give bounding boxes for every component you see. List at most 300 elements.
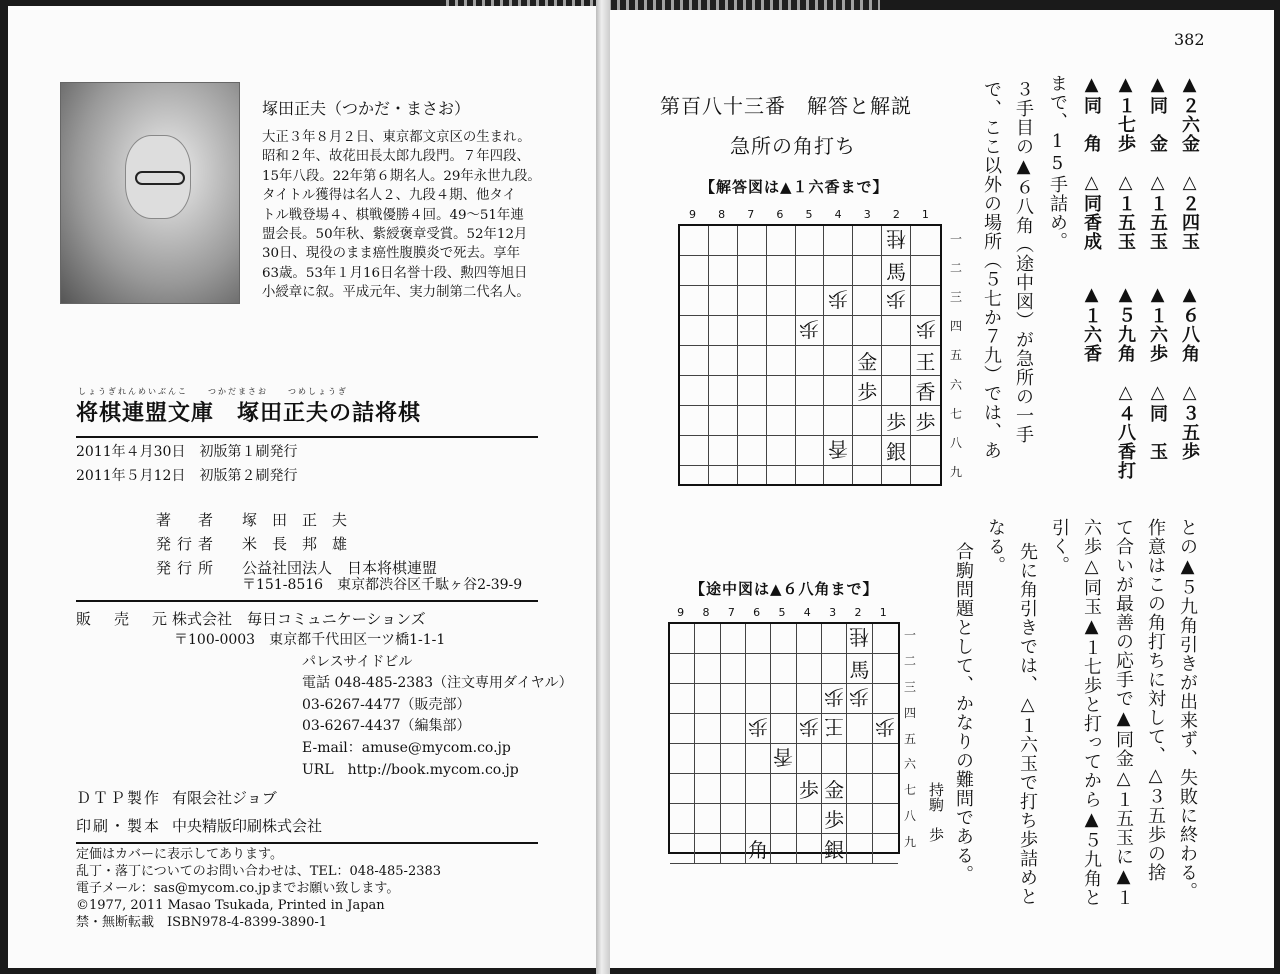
board-square xyxy=(847,624,872,654)
sente-piece: 馬 xyxy=(849,658,870,682)
gote-piece: 歩 xyxy=(799,317,820,341)
column-label: 9 xyxy=(689,208,697,221)
board-square xyxy=(767,286,796,316)
board-square xyxy=(882,286,911,316)
problem-subtitle: 急所の角打ち xyxy=(730,134,856,158)
commentary-line: 先に角引きでは、△１六玉で打ち歩詰めと xyxy=(1017,542,1038,906)
board-square xyxy=(771,654,796,684)
column-label: 2 xyxy=(892,208,900,221)
credit-key: 著 者 xyxy=(156,511,220,529)
footer-rule xyxy=(76,842,538,844)
board-square xyxy=(767,256,796,286)
board-square xyxy=(911,406,940,436)
column-label: 6 xyxy=(776,208,784,221)
seller-line: 03-6267-4437（編集部） xyxy=(302,718,471,735)
board-square xyxy=(738,286,767,316)
credit-key: 発行者 xyxy=(156,535,220,553)
board-square xyxy=(797,654,822,684)
board-square xyxy=(746,714,771,744)
board-square xyxy=(738,346,767,376)
column-label: 1 xyxy=(879,606,887,619)
board-square xyxy=(738,376,767,406)
row-label: 八 xyxy=(904,808,917,823)
board-square xyxy=(721,714,746,744)
row-label: 二 xyxy=(904,654,917,669)
sente-piece: 歩 xyxy=(915,410,936,434)
board-square xyxy=(709,406,738,436)
board-square xyxy=(670,834,695,864)
board-square xyxy=(873,624,898,654)
title-ruby: しょうぎれんめいぶんこ つかだまさお つめしょうぎ xyxy=(78,387,348,396)
credit-value: 米 長 邦 雄 xyxy=(242,535,348,553)
book-gutter xyxy=(596,0,610,974)
board-square xyxy=(796,466,825,484)
gote-piece: 王 xyxy=(824,715,845,739)
board-square xyxy=(882,376,911,406)
production-key: ＤＴＰ製作 xyxy=(76,789,162,807)
row-label: 六 xyxy=(904,757,917,772)
seller-details xyxy=(174,630,573,781)
board-square xyxy=(738,256,767,286)
gote-piece: 歩 xyxy=(828,287,849,311)
column-label: 3 xyxy=(863,208,871,221)
board-square xyxy=(721,654,746,684)
board-square xyxy=(771,624,796,654)
board-square xyxy=(853,466,882,484)
seller-line: 〒100-0003 東京都千代田区一ツ橋1-1-1 xyxy=(174,632,446,648)
board-square xyxy=(767,436,796,466)
sente-piece: 馬 xyxy=(886,260,907,284)
column-label: 5 xyxy=(805,208,813,221)
credit-value: 塚 田 正 夫 xyxy=(242,511,348,529)
board-square xyxy=(695,684,720,714)
bio-line: 15年八段。22年第６期名人。29年永世九段。 xyxy=(262,168,541,184)
gote-piece: 歩 xyxy=(748,715,769,739)
board-square xyxy=(709,346,738,376)
board-square xyxy=(746,744,771,774)
book-title: 将棋連盟文庫 塚田正夫の詰将棋 xyxy=(76,400,422,426)
author-glasses xyxy=(135,171,185,185)
board-square xyxy=(824,376,853,406)
gote-piece: 歩 xyxy=(849,685,870,709)
board-square xyxy=(882,346,911,376)
commentary-line: との▲５九角引きが出来ず、失敗に終わる。 xyxy=(1177,518,1198,901)
row-label: 五 xyxy=(950,348,963,363)
bio-line: 30日、現役のまま癌性腹膜炎で死去。享年 xyxy=(262,246,521,262)
board-square xyxy=(695,804,720,834)
production-row xyxy=(76,812,322,840)
board-square xyxy=(771,774,796,804)
production-value: 中央精版印刷株式会社 xyxy=(172,817,323,835)
board-square xyxy=(873,684,898,714)
column-labels xyxy=(668,606,896,619)
board-square xyxy=(873,744,898,774)
board-square xyxy=(695,654,720,684)
board-square xyxy=(882,316,911,346)
seller-line: 03-6267-4477（販売部） xyxy=(302,696,471,713)
move-column: ▲同 金 △１五玉 xyxy=(1147,74,1168,251)
row-labels xyxy=(950,224,962,486)
board-square xyxy=(797,834,822,864)
board-square xyxy=(721,774,746,804)
board-square xyxy=(721,744,746,774)
author-name: 塚田正夫（つかだ・まさお） xyxy=(262,99,471,118)
board-square xyxy=(873,774,898,804)
bio-line: 63歳。53年１月16日名誉十段、勲四等旭日 xyxy=(262,265,528,281)
board-square xyxy=(680,286,709,316)
row-label: 三 xyxy=(904,679,917,694)
board-square xyxy=(822,624,847,654)
board-square xyxy=(911,256,940,286)
diagram-caption: 【途中図は▲６八角まで】 xyxy=(690,580,879,598)
board-square xyxy=(767,226,796,256)
board-square xyxy=(797,714,822,744)
board-square xyxy=(882,466,911,484)
bio-line: 昭和２年、故花田長太郎九段門。７年四段、 xyxy=(262,149,530,165)
board-square xyxy=(882,406,911,436)
footer-line: 禁・無断転載 ISBN978-4-8399-3890-1 xyxy=(76,915,328,930)
board-square xyxy=(882,436,911,466)
seller-line: E-mail：amuse@mycom.co.jp xyxy=(302,739,511,756)
credits xyxy=(156,508,437,580)
board-square xyxy=(824,436,853,466)
sente-piece: 歩 xyxy=(886,410,907,434)
commentary-line: て合いが最善の応手で▲同金△１五玉に▲１ xyxy=(1113,518,1134,907)
publisher-address: 〒151-8516 東京都渋谷区千駄ヶ谷2-39-9 xyxy=(242,577,523,593)
row-label: 三 xyxy=(950,290,963,305)
column-label: 9 xyxy=(677,606,685,619)
bio-line: タイトル獲得は名人２、九段４期、他タイ xyxy=(262,188,516,204)
board-square xyxy=(796,316,825,346)
move-column: ▲１七歩 △１五玉 xyxy=(1115,74,1136,251)
gote-piece: 歩 xyxy=(915,317,936,341)
board-square xyxy=(822,744,847,774)
board-square xyxy=(853,436,882,466)
board-square xyxy=(822,834,847,864)
production-block xyxy=(76,784,322,840)
board-square xyxy=(853,316,882,346)
gote-piece: 歩 xyxy=(824,685,845,709)
board-square xyxy=(709,376,738,406)
column-label: 7 xyxy=(747,208,755,221)
board-square xyxy=(822,654,847,684)
row-label: 七 xyxy=(950,406,963,421)
edition-line: 2011年５月12日 初版第２刷発行 xyxy=(76,468,298,484)
board-square xyxy=(822,804,847,834)
board-square xyxy=(680,376,709,406)
board-square xyxy=(824,226,853,256)
column-label: 5 xyxy=(778,606,786,619)
seller-row xyxy=(76,608,426,630)
board-square xyxy=(767,346,796,376)
board-square xyxy=(746,654,771,684)
commentary-line: 六歩△同玉▲１七歩と打ってから▲５九角と xyxy=(1081,518,1102,907)
production-row xyxy=(76,784,322,812)
credit-row xyxy=(156,508,437,532)
move-column-2: ▲５九角 △４八香打 xyxy=(1115,284,1136,480)
board-square xyxy=(680,226,709,256)
board-square xyxy=(797,744,822,774)
board-square xyxy=(847,774,872,804)
board-square xyxy=(853,256,882,286)
author-biography xyxy=(262,128,562,303)
board-square xyxy=(680,406,709,436)
bio-line: 大正３年８月２日、東京都文京区の生まれ。 xyxy=(262,130,531,145)
board-square xyxy=(911,346,940,376)
board-square xyxy=(873,804,898,834)
board-square xyxy=(738,436,767,466)
board-square xyxy=(797,774,822,804)
row-label: 一 xyxy=(904,628,917,643)
board-square xyxy=(911,376,940,406)
board-square xyxy=(746,834,771,864)
board-square xyxy=(847,654,872,684)
column-label: 4 xyxy=(834,208,842,221)
board-square xyxy=(670,654,695,684)
sente-piece: 王 xyxy=(915,350,936,374)
board-square xyxy=(847,804,872,834)
board-square xyxy=(738,226,767,256)
row-label: 七 xyxy=(904,783,917,798)
board-square xyxy=(771,834,796,864)
row-label: 二 xyxy=(950,261,963,276)
gote-piece: 桂 xyxy=(886,227,907,251)
row-label: 四 xyxy=(904,705,917,720)
board-square xyxy=(911,316,940,346)
author-photo xyxy=(60,82,240,304)
move-summary: まで、15手詰め。 xyxy=(1047,74,1068,251)
commentary-line: 引く。 xyxy=(1049,518,1070,575)
shogi-board xyxy=(678,224,942,486)
footer-line: 乱丁・落丁についてのお問い合わせは、TEL：048-485-2383 xyxy=(76,864,442,879)
board-square xyxy=(709,466,738,484)
row-labels xyxy=(904,622,916,854)
board-square xyxy=(796,226,825,256)
board-square xyxy=(670,684,695,714)
board-square xyxy=(822,774,847,804)
footer-line: 定価はカバーに表示してあります。 xyxy=(76,847,283,862)
board-square xyxy=(695,834,720,864)
board-square xyxy=(911,466,940,484)
credit-value: 公益社団法人 日本将棋連盟 xyxy=(242,559,438,577)
column-label: 4 xyxy=(803,606,811,619)
board-square xyxy=(746,624,771,654)
column-label: 8 xyxy=(718,208,726,221)
column-label: 8 xyxy=(702,606,710,619)
board-square xyxy=(882,256,911,286)
board-square xyxy=(796,406,825,436)
sente-piece: 歩 xyxy=(857,380,878,404)
sente-piece: 歩 xyxy=(824,808,845,832)
column-label: 3 xyxy=(829,606,837,619)
gote-piece: 香 xyxy=(828,437,849,461)
column-label: 6 xyxy=(753,606,761,619)
edition-history xyxy=(76,440,297,488)
row-label: 五 xyxy=(904,731,917,746)
publisher-rule xyxy=(76,600,538,602)
board-square xyxy=(670,774,695,804)
sente-piece: 銀 xyxy=(824,838,845,862)
board-square xyxy=(746,774,771,804)
board-square xyxy=(771,744,796,774)
board-square xyxy=(680,316,709,346)
footer-line: 電子メール：sas@mycom.co.jpまでお願い致します。 xyxy=(76,881,400,896)
pieces-in-hand: 持駒 歩 xyxy=(927,782,945,842)
bio-line: 盟会長。50年秋、紫綬褒章受賞。52年12月 xyxy=(262,227,528,243)
column-labels xyxy=(678,208,940,221)
board-square xyxy=(797,624,822,654)
seller-line: パレスサイドビル xyxy=(302,653,413,670)
bio-line: 小綬章に叙。平成元年、実力制第二代名人。 xyxy=(262,285,530,301)
board-square xyxy=(824,406,853,436)
board-square xyxy=(680,346,709,376)
sente-piece: 銀 xyxy=(886,440,907,464)
board-square xyxy=(853,406,882,436)
row-label: 九 xyxy=(950,464,963,479)
board-square xyxy=(767,376,796,406)
commentary-line: 作意はこの角打ちに対して、△３五歩の捨 xyxy=(1145,518,1166,882)
move-column-2: ▲６八角 △３五歩 xyxy=(1179,284,1200,461)
board-square xyxy=(797,684,822,714)
row-label: 六 xyxy=(950,377,963,392)
sente-piece: 角 xyxy=(748,838,769,862)
board-square xyxy=(824,346,853,376)
sente-piece: 金 xyxy=(824,778,845,802)
gote-piece: 香 xyxy=(773,745,794,769)
board-square xyxy=(822,714,847,744)
move-column: ▲２六金 △２四玉 xyxy=(1179,74,1200,251)
board-square xyxy=(771,804,796,834)
board-square xyxy=(695,744,720,774)
board-square xyxy=(796,256,825,286)
board-square xyxy=(824,256,853,286)
board-square xyxy=(911,226,940,256)
board-square xyxy=(853,286,882,316)
board-square xyxy=(771,714,796,744)
board-square xyxy=(670,744,695,774)
board-square xyxy=(847,684,872,714)
problem-heading: 第百八十三番 解答と解説 xyxy=(660,94,912,118)
board-square xyxy=(738,406,767,436)
board-square xyxy=(911,436,940,466)
board-square xyxy=(771,684,796,714)
row-label: 四 xyxy=(950,319,963,334)
seller-key: 販 売 元 xyxy=(76,610,172,628)
footer-line: ©1977, 2011 Masao Tsukada, Printed in Japan xyxy=(76,898,385,913)
board-square xyxy=(882,226,911,256)
board-square xyxy=(847,744,872,774)
board-square xyxy=(709,316,738,346)
board-square xyxy=(797,804,822,834)
board-square xyxy=(796,376,825,406)
title-rule xyxy=(76,436,538,438)
column-label: 2 xyxy=(854,606,862,619)
board-square xyxy=(709,256,738,286)
column-label: 7 xyxy=(727,606,735,619)
board-square xyxy=(695,714,720,744)
sente-piece: 歩 xyxy=(798,778,819,802)
board-square xyxy=(767,316,796,346)
board-square xyxy=(738,316,767,346)
board-square xyxy=(695,774,720,804)
board-square xyxy=(847,834,872,864)
board-square xyxy=(824,316,853,346)
board-square xyxy=(847,714,872,744)
board-square xyxy=(767,406,796,436)
board-square xyxy=(680,256,709,286)
board-square xyxy=(709,226,738,256)
board-square xyxy=(796,436,825,466)
board-square xyxy=(670,624,695,654)
column-label: 1 xyxy=(921,208,929,221)
commentary-line: ３手目の▲６八角（途中図）が急所の一手 xyxy=(1013,80,1034,444)
board-square xyxy=(873,834,898,864)
credit-key: 発行所 xyxy=(156,559,220,577)
board-square xyxy=(695,624,720,654)
credit-row xyxy=(156,532,437,556)
board-square xyxy=(796,286,825,316)
commentary-line: 合駒問題として、かなりの難問である。 xyxy=(953,542,974,884)
board-square xyxy=(709,286,738,316)
shogi-board xyxy=(668,622,900,862)
board-square xyxy=(709,436,738,466)
commentary-line: で、ここ以外の場所（５七か７九）では、あ xyxy=(981,80,1002,460)
board-square xyxy=(824,286,853,316)
edition-line: 2011年４月30日 初版第１刷発行 xyxy=(76,444,298,460)
production-value: 有限会社ジョブ xyxy=(172,789,277,807)
board-square xyxy=(853,346,882,376)
colophon-footer xyxy=(76,846,441,931)
seller-line: URL http://book.mycom.co.jp xyxy=(302,761,519,778)
board-square xyxy=(767,466,796,484)
production-key: 印刷・製本 xyxy=(76,817,162,835)
board-square xyxy=(680,436,709,466)
board-square xyxy=(911,286,940,316)
bio-line: トル戦登場４、棋戦優勝４回。49～51年連 xyxy=(262,207,524,223)
move-column-2: ▲１六歩 △同 玉 xyxy=(1147,284,1168,461)
board-square xyxy=(670,804,695,834)
sente-piece: 香 xyxy=(915,380,936,404)
board-square xyxy=(873,654,898,684)
board-square xyxy=(738,466,767,484)
board-square xyxy=(873,714,898,744)
gote-piece: 歩 xyxy=(798,715,819,739)
seller-block xyxy=(76,608,426,630)
board-square xyxy=(746,804,771,834)
diagram-caption: 【解答図は▲１六香まで】 xyxy=(700,178,889,196)
move-column: ▲同 角 △同香成 xyxy=(1081,74,1102,251)
board-square xyxy=(670,714,695,744)
board-square xyxy=(853,376,882,406)
board-square xyxy=(796,346,825,376)
sente-piece: 金 xyxy=(857,350,878,374)
board-square xyxy=(746,684,771,714)
row-label: 九 xyxy=(904,834,917,849)
board-square xyxy=(853,226,882,256)
seller-line: 電話 048-485-2383（注文専用ダイヤル） xyxy=(302,675,573,692)
page-number: 382 xyxy=(1174,30,1205,49)
commentary-line: なる。 xyxy=(985,518,1006,575)
board-square xyxy=(824,466,853,484)
gote-piece: 歩 xyxy=(875,715,896,739)
row-label: 一 xyxy=(950,232,963,247)
board-square xyxy=(721,684,746,714)
move-column-2: ▲１六香 xyxy=(1081,284,1102,363)
gote-piece: 歩 xyxy=(886,287,907,311)
gote-piece: 桂 xyxy=(849,625,870,649)
row-label: 八 xyxy=(950,435,963,450)
seller-name: 株式会社 毎日コミュニケーションズ xyxy=(172,610,426,628)
